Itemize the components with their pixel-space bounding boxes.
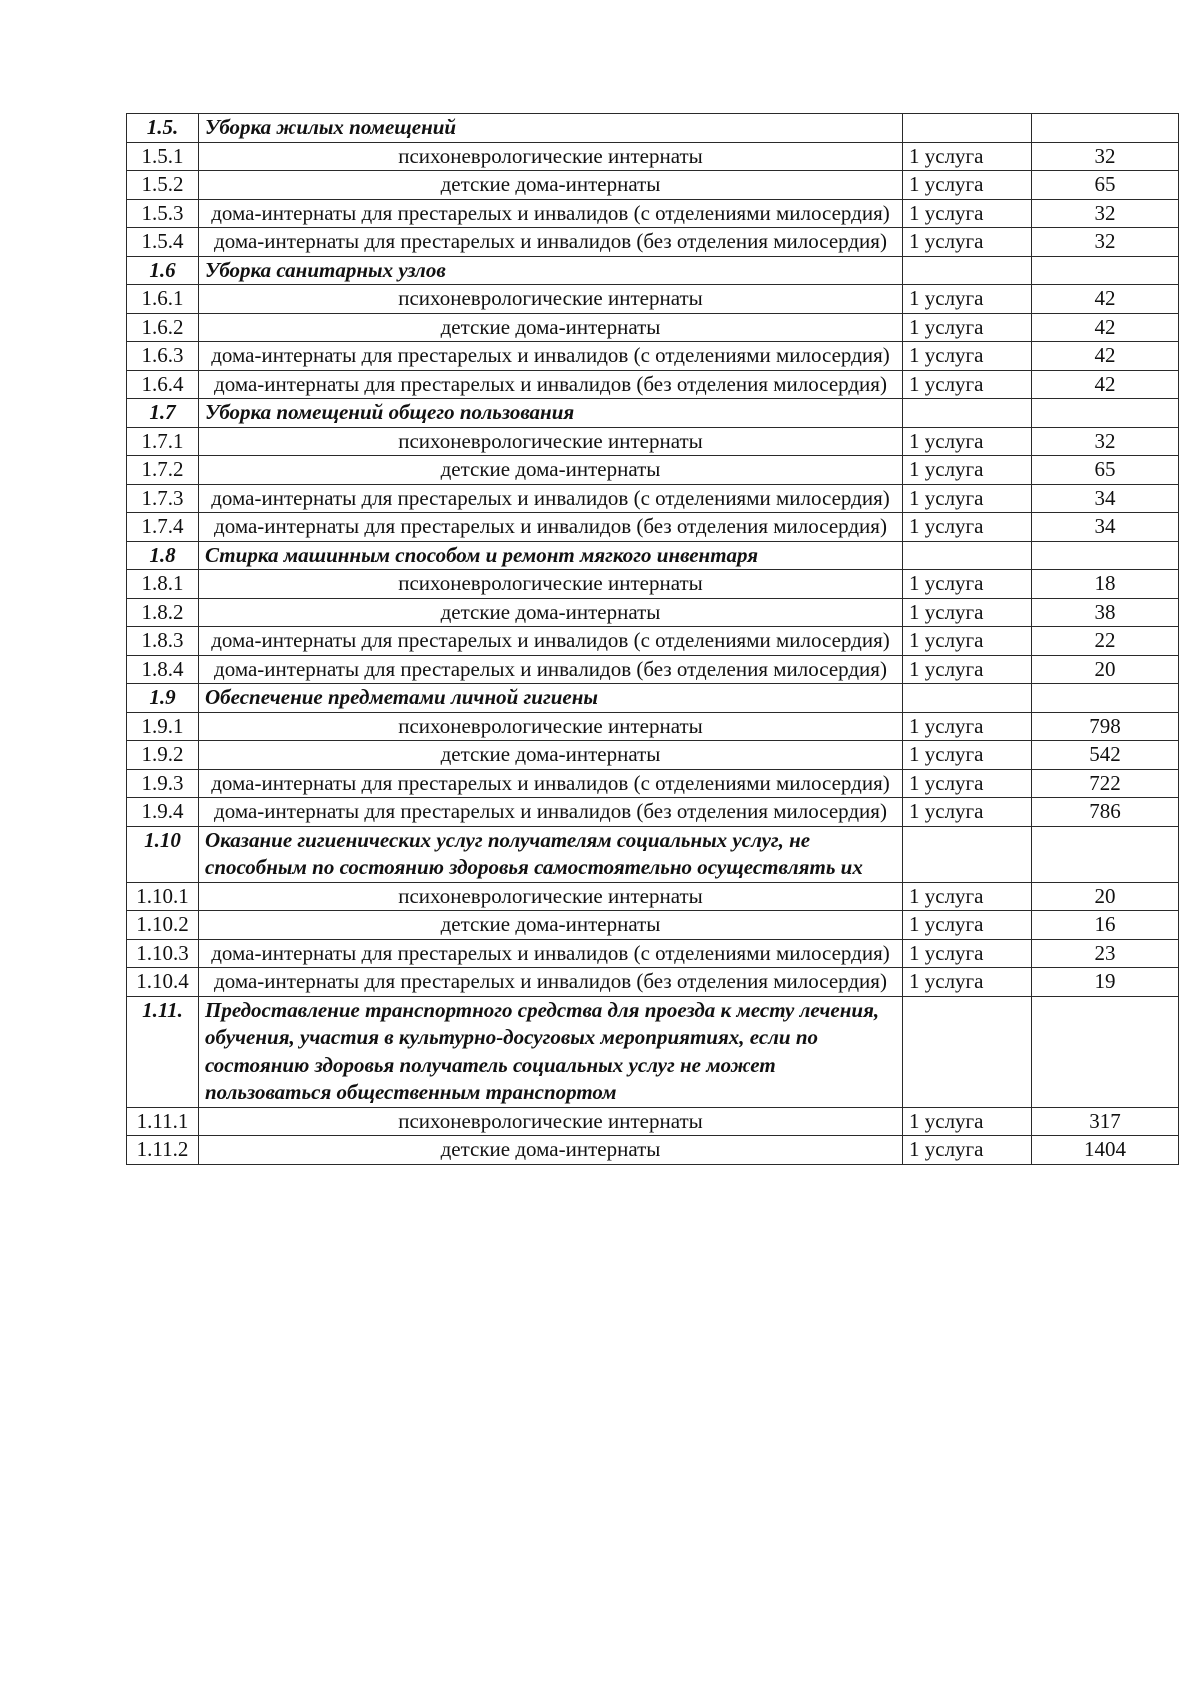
table-row: [127, 171, 1179, 200]
row-unit: 1 услуга: [903, 798, 1032, 827]
table-row: [127, 968, 1179, 997]
section-number: 1.11.: [127, 996, 199, 1107]
row-institution-type: дома-интернаты для престарелых и инвалидов (с отделениями милосердия): [199, 939, 903, 968]
row-number: 1.7.2: [127, 456, 199, 485]
row-tariff-value: 34: [1032, 484, 1179, 513]
table-row: [127, 570, 1179, 599]
row-institution-type: дома-интернаты для престарелых и инвалидов (без отделения милосердия): [199, 968, 903, 997]
row-number: 1.6.4: [127, 370, 199, 399]
row-tariff-value: 38: [1032, 598, 1179, 627]
row-tariff-value: 786: [1032, 798, 1179, 827]
row-number: 1.7.3: [127, 484, 199, 513]
row-institution-type: дома-интернаты для престарелых и инвалидов (с отделениями милосердия): [199, 484, 903, 513]
row-number: 1.8.2: [127, 598, 199, 627]
row-number: 1.9.2: [127, 741, 199, 770]
section-value-empty: [1032, 996, 1179, 1107]
row-unit: 1 услуга: [903, 228, 1032, 257]
section-title: Уборка помещений общего пользования: [199, 399, 903, 428]
row-institution-type: дома-интернаты для престарелых и инвалидов (без отделения милосердия): [199, 798, 903, 827]
row-number: 1.10.1: [127, 882, 199, 911]
row-tariff-value: 23: [1032, 939, 1179, 968]
row-institution-type: дома-интернаты для престарелых и инвалидов (с отделениями милосердия): [199, 627, 903, 656]
section-number: 1.6: [127, 256, 199, 285]
row-tariff-value: 32: [1032, 199, 1179, 228]
row-institution-type: дома-интернаты для престарелых и инвалидов (без отделения милосердия): [199, 513, 903, 542]
row-tariff-value: 65: [1032, 171, 1179, 200]
row-unit: 1 услуга: [903, 456, 1032, 485]
row-institution-type: дома-интернаты для престарелых и инвалидов (без отделения милосердия): [199, 228, 903, 257]
row-unit: 1 услуга: [903, 570, 1032, 599]
table-row: [127, 370, 1179, 399]
table-row: [127, 655, 1179, 684]
section-header-row: [127, 684, 1179, 713]
row-tariff-value: 42: [1032, 342, 1179, 371]
section-value-empty: [1032, 256, 1179, 285]
row-number: 1.9.4: [127, 798, 199, 827]
section-title: Обеспечение предметами личной гигиены: [199, 684, 903, 713]
section-unit-empty: [903, 114, 1032, 143]
section-number: 1.5.: [127, 114, 199, 143]
row-number: 1.5.2: [127, 171, 199, 200]
row-unit: 1 услуга: [903, 313, 1032, 342]
row-tariff-value: 16: [1032, 911, 1179, 940]
row-institution-type: дома-интернаты для престарелых и инвалидов (без отделения милосердия): [199, 370, 903, 399]
section-number: 1.8: [127, 541, 199, 570]
table-row: [127, 769, 1179, 798]
section-title: Стирка машинным способом и ремонт мягкого инвентаря: [199, 541, 903, 570]
row-institution-type: дома-интернаты для престарелых и инвалидов (с отделениями милосердия): [199, 199, 903, 228]
section-header-row: [127, 826, 1179, 882]
row-institution-type: детские дома-интернаты: [199, 313, 903, 342]
row-institution-type: психоневрологические интернаты: [199, 570, 903, 599]
table-row: [127, 285, 1179, 314]
section-header-row: [127, 399, 1179, 428]
table-row: [127, 142, 1179, 171]
row-tariff-value: 20: [1032, 655, 1179, 684]
section-unit-empty: [903, 684, 1032, 713]
table-row: [127, 741, 1179, 770]
row-unit: 1 услуга: [903, 342, 1032, 371]
section-unit-empty: [903, 826, 1032, 882]
row-number: 1.8.1: [127, 570, 199, 599]
row-number: 1.10.2: [127, 911, 199, 940]
row-number: 1.5.3: [127, 199, 199, 228]
row-institution-type: детские дома-интернаты: [199, 171, 903, 200]
table-row: [127, 712, 1179, 741]
row-unit: 1 услуга: [903, 285, 1032, 314]
row-tariff-value: 798: [1032, 712, 1179, 741]
row-tariff-value: 42: [1032, 370, 1179, 399]
section-value-empty: [1032, 541, 1179, 570]
table-row: [127, 199, 1179, 228]
table-row: [127, 1107, 1179, 1136]
section-header-row: [127, 114, 1179, 143]
section-unit-empty: [903, 996, 1032, 1107]
table-row: [127, 313, 1179, 342]
table-row: [127, 627, 1179, 656]
row-unit: 1 услуга: [903, 655, 1032, 684]
row-number: 1.7.4: [127, 513, 199, 542]
section-title: Уборка жилых помещений: [199, 114, 903, 143]
row-unit: 1 услуга: [903, 627, 1032, 656]
row-tariff-value: 65: [1032, 456, 1179, 485]
row-tariff-value: 18: [1032, 570, 1179, 599]
row-unit: 1 услуга: [903, 598, 1032, 627]
table-row: [127, 228, 1179, 257]
row-unit: 1 услуга: [903, 142, 1032, 171]
row-number: 1.10.3: [127, 939, 199, 968]
row-unit: 1 услуга: [903, 1136, 1032, 1165]
table-row: [127, 911, 1179, 940]
table-row: [127, 598, 1179, 627]
row-number: 1.8.3: [127, 627, 199, 656]
row-institution-type: психоневрологические интернаты: [199, 1107, 903, 1136]
row-institution-type: детские дома-интернаты: [199, 741, 903, 770]
section-title: Уборка санитарных узлов: [199, 256, 903, 285]
row-tariff-value: 317: [1032, 1107, 1179, 1136]
row-unit: 1 услуга: [903, 370, 1032, 399]
row-unit: 1 услуга: [903, 199, 1032, 228]
section-number: 1.7: [127, 399, 199, 428]
table-row: [127, 939, 1179, 968]
section-header-row: [127, 541, 1179, 570]
table-row: [127, 882, 1179, 911]
row-number: 1.9.1: [127, 712, 199, 741]
row-number: 1.11.2: [127, 1136, 199, 1165]
row-unit: 1 услуга: [903, 513, 1032, 542]
row-institution-type: психоневрологические интернаты: [199, 882, 903, 911]
row-institution-type: дома-интернаты для престарелых и инвалидов (с отделениями милосердия): [199, 342, 903, 371]
row-institution-type: детские дома-интернаты: [199, 911, 903, 940]
section-title: Предоставление транспортного средства для проезда к месту лечения, обучения, участия в культурно-досуговых мероприятиях, если по состоянию здоровья получатель социальных услуг не может пользоваться общественным транспортом: [199, 996, 903, 1107]
section-value-empty: [1032, 399, 1179, 428]
section-unit-empty: [903, 399, 1032, 428]
row-number: 1.6.1: [127, 285, 199, 314]
row-number: 1.5.1: [127, 142, 199, 171]
row-unit: 1 услуга: [903, 1107, 1032, 1136]
row-tariff-value: 19: [1032, 968, 1179, 997]
row-unit: 1 услуга: [903, 484, 1032, 513]
section-value-empty: [1032, 114, 1179, 143]
section-unit-empty: [903, 541, 1032, 570]
row-tariff-value: 32: [1032, 427, 1179, 456]
row-institution-type: детские дома-интернаты: [199, 598, 903, 627]
table-row: [127, 1136, 1179, 1165]
section-value-empty: [1032, 826, 1179, 882]
row-unit: 1 услуга: [903, 712, 1032, 741]
row-unit: 1 услуга: [903, 882, 1032, 911]
row-tariff-value: 32: [1032, 228, 1179, 257]
row-institution-type: детские дома-интернаты: [199, 1136, 903, 1165]
tariff-table: [126, 113, 1179, 1165]
row-institution-type: детские дома-интернаты: [199, 456, 903, 485]
row-tariff-value: 32: [1032, 142, 1179, 171]
row-institution-type: психоневрологические интернаты: [199, 142, 903, 171]
section-value-empty: [1032, 684, 1179, 713]
row-tariff-value: 42: [1032, 313, 1179, 342]
row-tariff-value: 542: [1032, 741, 1179, 770]
section-header-row: [127, 996, 1179, 1107]
row-number: 1.7.1: [127, 427, 199, 456]
table-row: [127, 484, 1179, 513]
row-institution-type: психоневрологические интернаты: [199, 712, 903, 741]
section-title: Оказание гигиенических услуг получателям социальных услуг, не способным по состоянию здоровья самостоятельно осуществлять их: [199, 826, 903, 882]
row-tariff-value: 34: [1032, 513, 1179, 542]
row-number: 1.9.3: [127, 769, 199, 798]
row-institution-type: дома-интернаты для престарелых и инвалидов (с отделениями милосердия): [199, 769, 903, 798]
row-unit: 1 услуга: [903, 427, 1032, 456]
table-row: [127, 342, 1179, 371]
row-number: 1.6.3: [127, 342, 199, 371]
row-number: 1.10.4: [127, 968, 199, 997]
table-body: [127, 114, 1179, 1165]
row-tariff-value: 722: [1032, 769, 1179, 798]
table-row: [127, 798, 1179, 827]
table-row: [127, 513, 1179, 542]
row-tariff-value: 22: [1032, 627, 1179, 656]
row-unit: 1 услуга: [903, 171, 1032, 200]
row-unit: 1 услуга: [903, 741, 1032, 770]
section-number: 1.9: [127, 684, 199, 713]
row-number: 1.6.2: [127, 313, 199, 342]
table-row: [127, 456, 1179, 485]
row-unit: 1 услуга: [903, 939, 1032, 968]
section-header-row: [127, 256, 1179, 285]
section-unit-empty: [903, 256, 1032, 285]
table-row: [127, 427, 1179, 456]
row-tariff-value: 42: [1032, 285, 1179, 314]
row-tariff-value: 1404: [1032, 1136, 1179, 1165]
row-number: 1.11.1: [127, 1107, 199, 1136]
row-number: 1.8.4: [127, 655, 199, 684]
row-institution-type: психоневрологические интернаты: [199, 285, 903, 314]
row-tariff-value: 20: [1032, 882, 1179, 911]
section-number: 1.10: [127, 826, 199, 882]
row-unit: 1 услуга: [903, 769, 1032, 798]
row-unit: 1 услуга: [903, 911, 1032, 940]
row-institution-type: дома-интернаты для престарелых и инвалидов (без отделения милосердия): [199, 655, 903, 684]
row-unit: 1 услуга: [903, 968, 1032, 997]
row-institution-type: психоневрологические интернаты: [199, 427, 903, 456]
row-number: 1.5.4: [127, 228, 199, 257]
